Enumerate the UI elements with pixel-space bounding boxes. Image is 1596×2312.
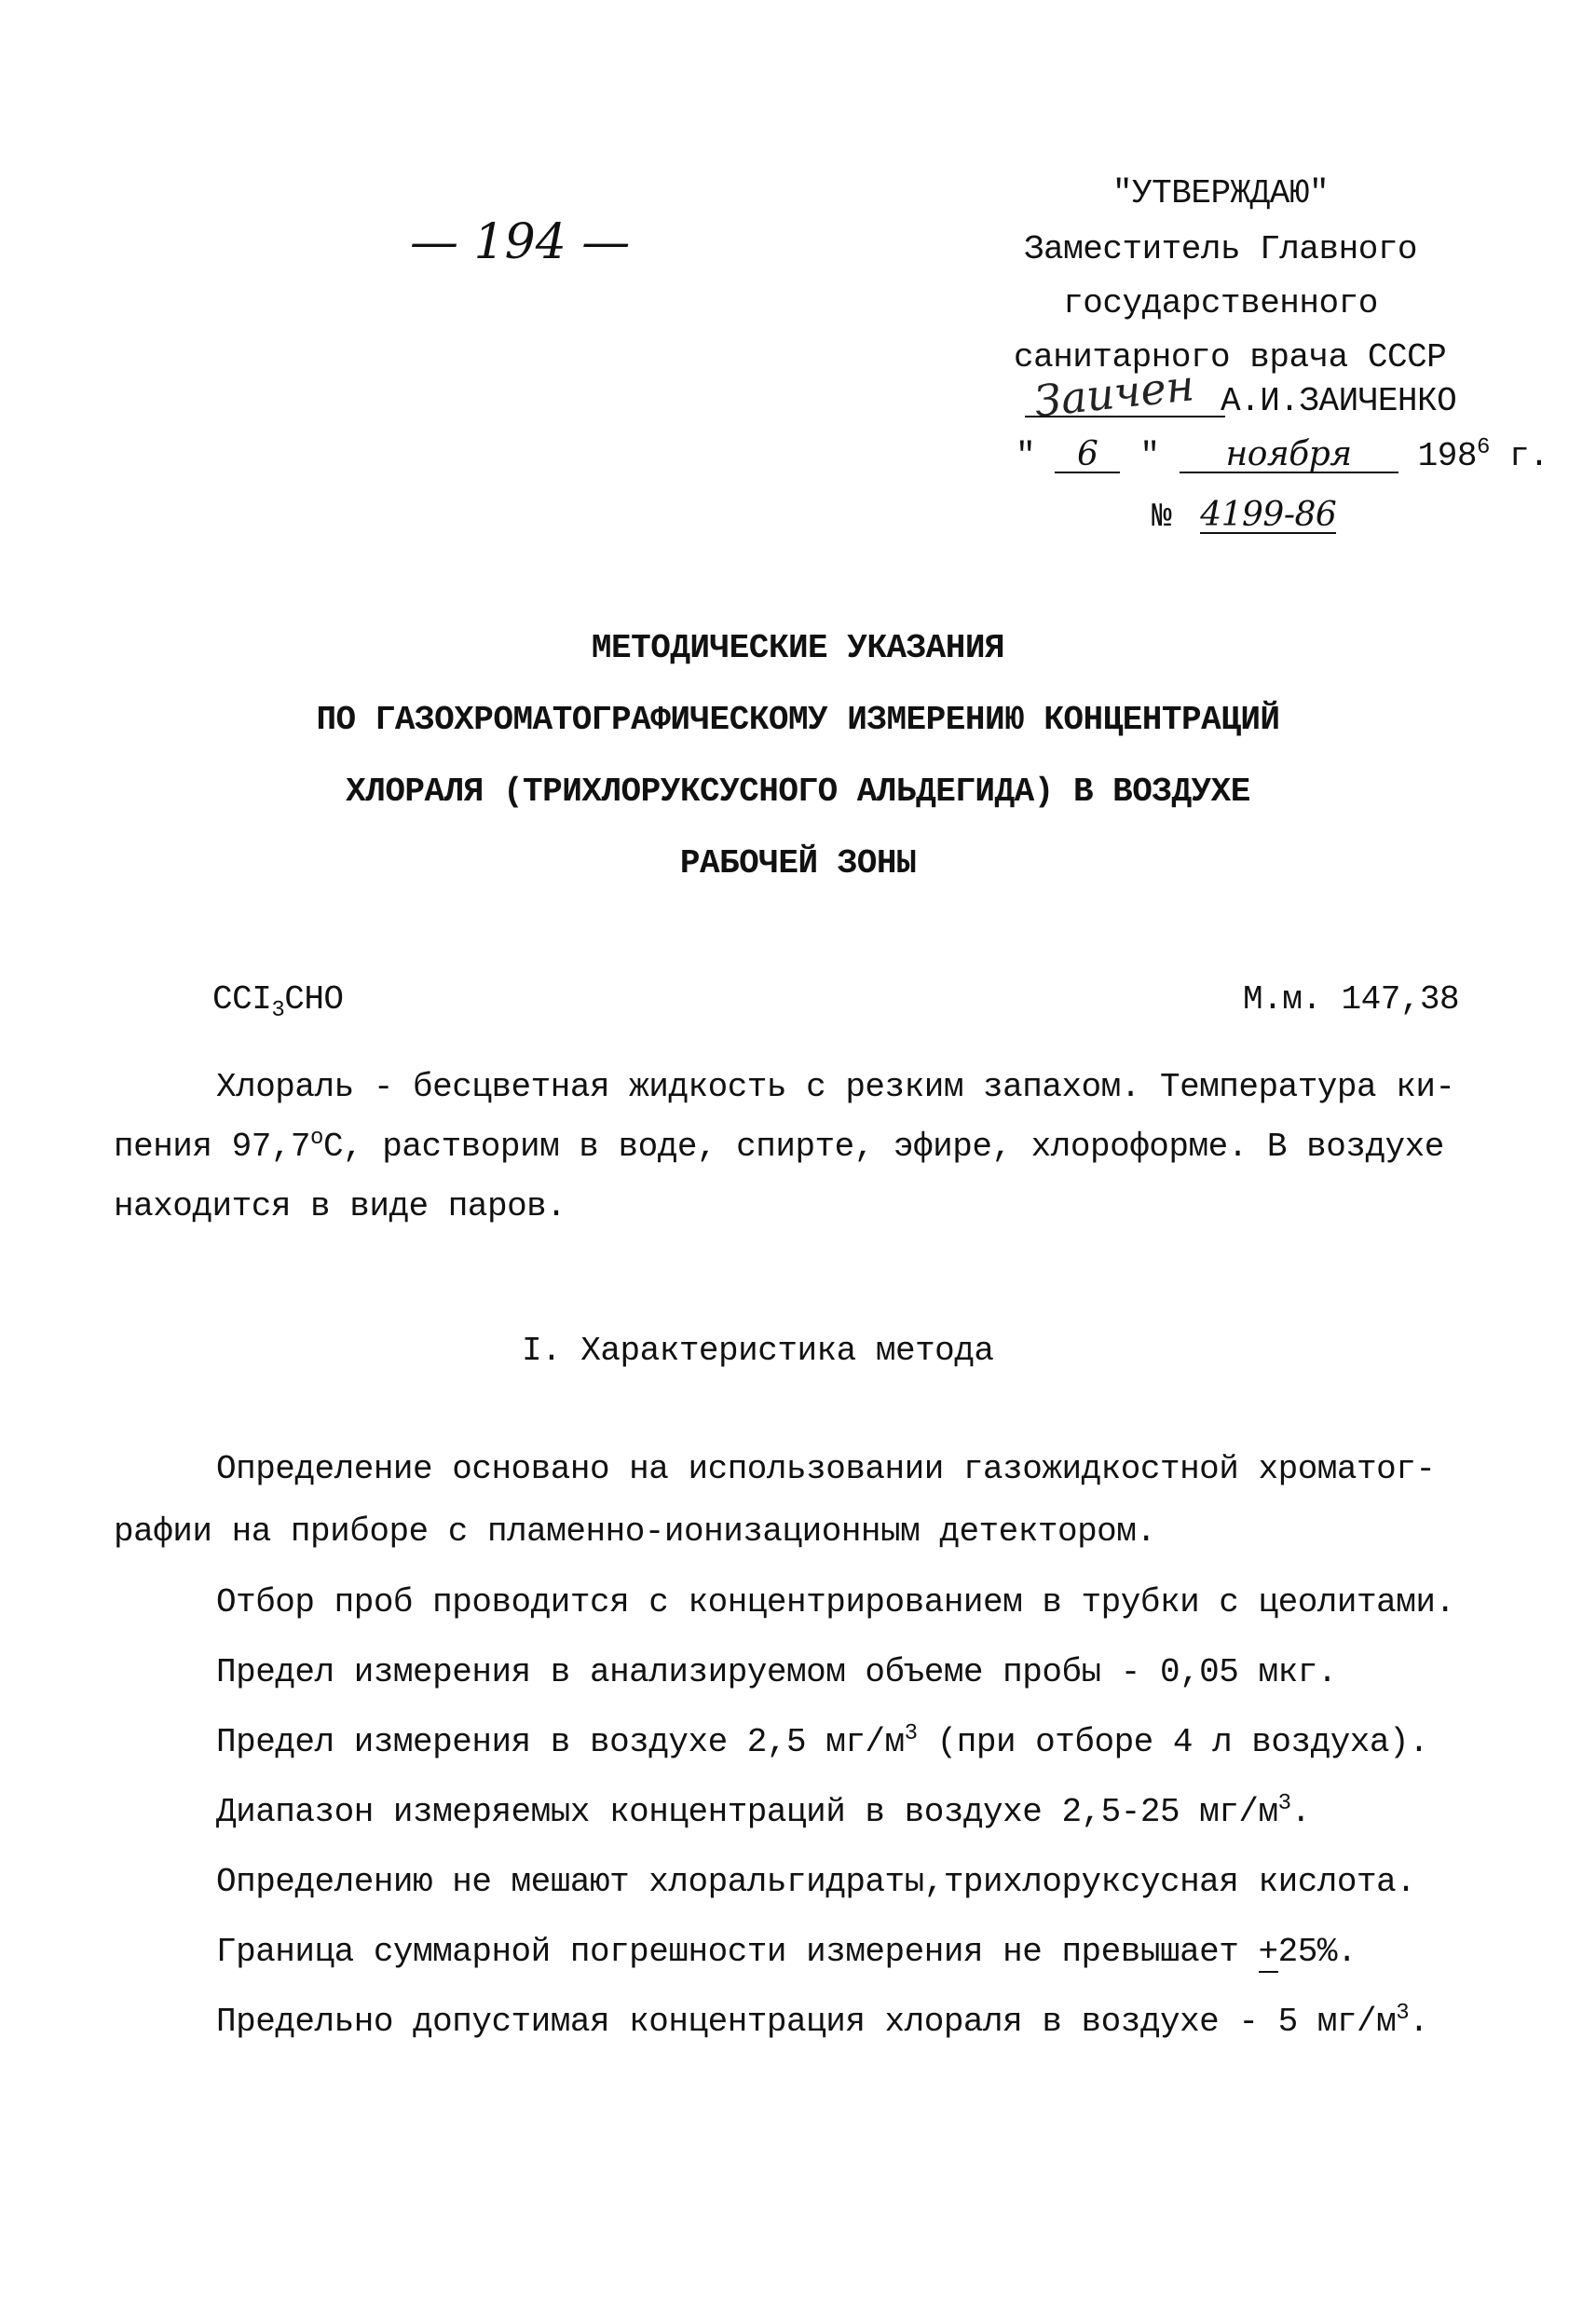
title-line-1: МЕТОДИЧЕСКИЕ УКАЗАНИЯ: [591, 629, 1005, 667]
method-line-sampling: Отбор проб проводится с концентрированием в трубки с цеолитами.: [216, 1583, 1455, 1621]
title-line-4: РАБОЧЕЙ ЗОНЫ: [679, 844, 917, 882]
date-month: ноября: [1180, 438, 1398, 473]
method-line-range: Диапазон измеряемых концентраций в воздухе 2,5-25 $мг/м^3$.: [216, 1791, 1311, 1831]
intro-line-3: находится в виде паров.: [114, 1187, 566, 1225]
degree-sup: о: [310, 1126, 323, 1151]
approval-line-1: Заместитель Главного: [1023, 230, 1418, 268]
chemical-formula: $CCI_3CHO$: [212, 980, 344, 1024]
method-line-mac: Предельно допустимая концентрация хлораля в воздухе - 5 $мг/м^3$.: [216, 2001, 1429, 2041]
method-line-interference: Определению не мешают хлоральгидраты,трихлоруксусная кислота.: [216, 1863, 1416, 1901]
date-year: $198^6$: [1417, 435, 1490, 475]
title-line-3: ХЛОРАЛЯ (ТРИХЛОРУКСУСНОГО АЛЬДЕГИДА) В ВОЗДУХЕ: [346, 773, 1250, 811]
approval-date: [1016, 435, 1549, 475]
number-sign: №: [1152, 498, 1172, 536]
molecular-mass: М.м. 147,38: [1243, 980, 1460, 1019]
plus-minus-sign: +: [1258, 1933, 1278, 1971]
method-line-limit-air: Предел измерения в воздухе 2,5 $мг/м^3$ (при отборе 4 л воздуха).: [216, 1721, 1429, 1761]
unit-sup: 3: [1277, 1791, 1291, 1816]
approval-heading: "УТВЕРЖДАЮ": [1112, 174, 1330, 212]
number-value: 4199-86: [1200, 496, 1337, 534]
method-p1-line-1: Определение основано на использовании газожидкостной хроматог-: [216, 1450, 1436, 1488]
section-heading: I. Характеристика метода: [522, 1332, 994, 1370]
unit-sup: 3: [1396, 2001, 1410, 2026]
date-close-quote: ": [1139, 437, 1160, 475]
page-number: — 194 —: [410, 214, 631, 270]
method-line-limit-sample: Предел измерения в анализируемом объеме пробы - 0,05 мкг.: [216, 1653, 1337, 1691]
formula-subscript: 3: [271, 998, 285, 1024]
approval-number: [1152, 496, 1337, 536]
date-open-quote: ": [1016, 437, 1036, 475]
title-line-2: ПО ГАЗОХРОМАТОГРАФИЧЕСКОМУ ИЗМЕРЕНИЮ КОНЦЕНТРАЦИЙ: [316, 701, 1280, 739]
date-year-sup: 6: [1476, 435, 1490, 460]
intro-line-1: Хлораль - бесцветная жидкость с резким запахом. Температура ки-: [216, 1068, 1455, 1106]
unit-sup: 3: [904, 1721, 918, 1746]
date-day: 6: [1055, 438, 1120, 473]
approval-line-3: санитарного врача СССР: [1014, 338, 1447, 376]
signature-line: [1025, 416, 1225, 417]
method-p1-line-2: рафии на приборе с пламенно-ионизационным детектором.: [114, 1512, 1156, 1551]
method-line-error: Граница суммарной погрешности измерения не превышает +25%.: [216, 1933, 1357, 1971]
handwritten-signature: Заичен: [1031, 360, 1197, 427]
intro-line-2: пения $97,7^оС$, растворим в воде, спирте, эфире, хлороформе. В воздухе: [114, 1126, 1444, 1166]
approval-signer: А.И.ЗАИЧЕНКО: [1221, 382, 1457, 420]
date-suffix: г.: [1489, 437, 1549, 475]
approval-line-2: государственного: [1063, 284, 1378, 322]
